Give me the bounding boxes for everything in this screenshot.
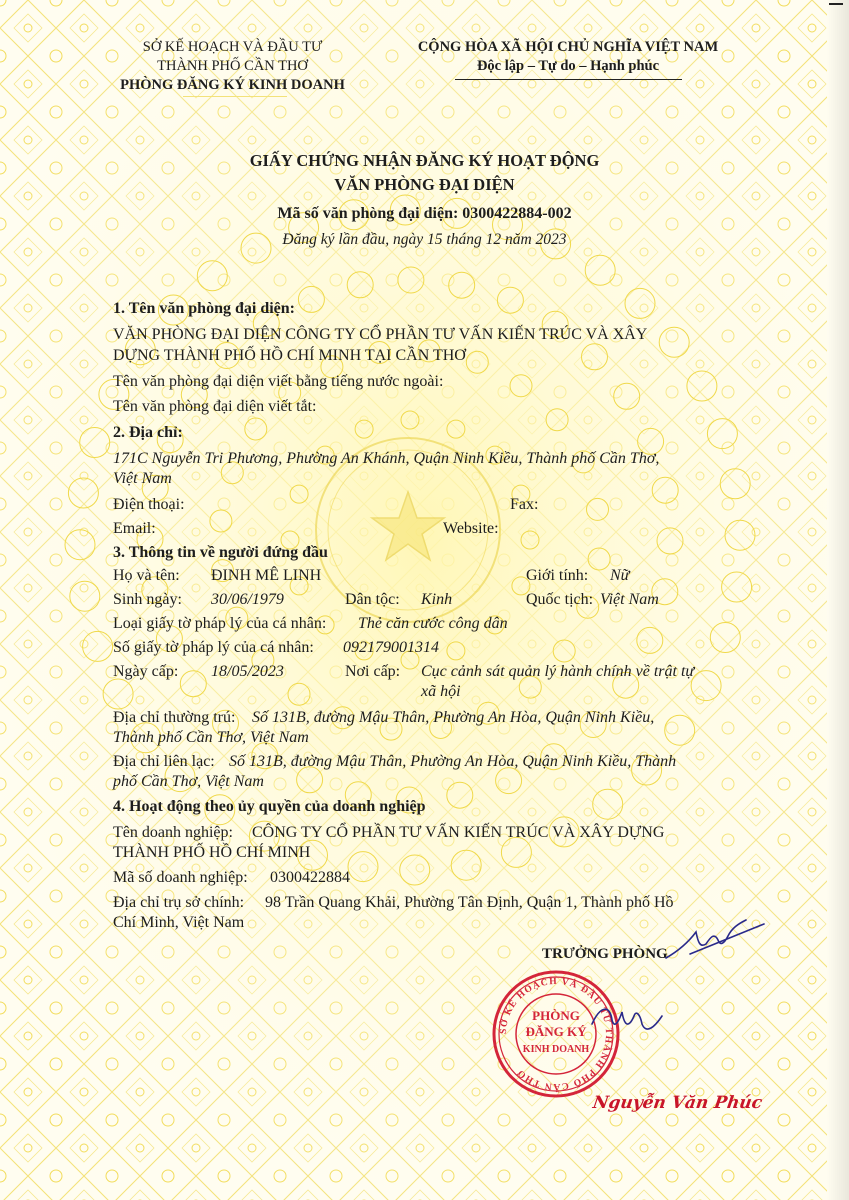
ethnic-value: Kinh [421,591,453,608]
foreign-name-label: Tên văn phòng đại diện viết bằng tiếng nước ngoài: [113,373,444,390]
document-subtitle: VĂN PHÒNG ĐẠI DIỆN [334,175,515,194]
stamp-ring-text: SỞ KẾ HOẠCH VÀ ĐẦU TƯ THÀNH PHỐ CẦN THƠ [498,976,614,1092]
headquarters-label: Địa chỉ trụ sở chính: [113,894,245,911]
dob-value: 30/06/1979 [211,591,284,608]
motto-underline [455,79,682,80]
issue-place-line1: Cục cảnh sát quản lý hành chính về trật tự [421,663,695,680]
company-name-line1: CÔNG TY CỔ PHẦN TƯ VẤN KIẾN TRÚC VÀ XÂY DỰNG [252,824,665,841]
phone-label: Điện thoại: [113,496,185,513]
office-name-line2: DỰNG THÀNH PHỐ HỒ CHÍ MINH TẠI CẦN THƠ [113,347,466,364]
issuer-city: THÀNH PHỐ CẦN THƠ [157,58,308,74]
handwritten-signature [660,910,770,970]
office-address-line2: Việt Nam [113,470,172,487]
stamp-center-line3: KINH DOANH [522,1044,590,1055]
issue-place-label: Nơi cấp: [345,663,401,680]
permanent-address-line2: Thành phố Cần Thơ, Việt Nam [113,729,309,746]
office-name-line1: VĂN PHÒNG ĐẠI DIỆN CÔNG TY CỔ PHẦN TƯ VẤN KIẾN TRÚC VÀ XÂY [113,326,648,343]
section-1-heading: 1. Tên văn phòng đại diện: [113,300,295,317]
national-name: CỘNG HÒA XÃ HỘI CHỦ NGHĨA VIỆT NAM [417,39,719,55]
gender-value: Nữ [610,567,630,584]
gender-label: Giới tính: [526,567,589,584]
website-label: Website: [443,520,499,537]
permanent-address-label: Địa chỉ thường trú: [113,709,236,726]
stamp-signature-overlay [588,994,668,1040]
section-3-heading: 3. Thông tin về người đứng đầu [113,544,328,561]
signatory-title: TRƯỞNG PHÒNG [542,946,668,962]
company-name-label: Tên doanh nghiệp: [113,824,233,841]
tax-code-value: 0300422884 [270,869,350,886]
document-title: GIẤY CHỨNG NHẬN ĐĂNG KÝ HOẠT ĐỘNG [249,151,600,170]
issuer-department: SỞ KẾ HOẠCH VÀ ĐẦU TƯ [142,39,323,55]
national-header [398,38,738,76]
signer-name: Nguyễn Văn Phúc [591,1093,764,1113]
headquarters-line1: 98 Trần Quang Khải, Phường Tân Định, Quận 1, Thành phố Hồ [265,894,674,911]
doc-number-label: Số giấy tờ pháp lý của cá nhân: [113,639,314,656]
issuer-underline [183,96,287,97]
dob-label: Sinh ngày: [113,591,182,608]
fax-label: Fax: [510,496,539,513]
registration-date: Đăng ký lần đầu, ngày 15 tháng 12 năm 2023 [282,231,567,248]
ethnic-label: Dân tộc: [345,591,400,608]
doc-number-value: 092179001314 [343,639,439,656]
issue-place-line2: xã hội [421,683,461,700]
contact-address-line2: phố Cần Thơ, Việt Nam [113,773,264,790]
national-motto: Độc lập – Tự do – Hạnh phúc [476,58,660,74]
permanent-address-line1: Số 131B, đường Mậu Thân, Phường An Hòa, Quận Ninh Kiều, [252,709,655,726]
nationality-label: Quốc tịch: [526,591,594,608]
issuer-office: PHÒNG ĐĂNG KÝ KINH DOANH [120,77,345,93]
name-label: Họ và tên: [113,567,180,584]
section-2-heading: 2. Địa chỉ: [113,424,183,441]
company-name-line2: THÀNH PHỐ HỒ CHÍ MINH [113,844,311,861]
office-code: Mã số văn phòng đại diện: 0300422884-002 [277,205,572,222]
office-address-line1: 171C Nguyễn Tri Phương, Phường An Khánh, Quận Ninh Kiều, Thành phố Cần Thơ, [113,450,660,467]
contact-address-label: Địa chỉ liên lạc: [113,753,215,770]
short-name-label: Tên văn phòng đại diện viết tắt: [113,398,317,415]
contact-address-line1: Số 131B, đường Mậu Thân, Phường An Hòa, Quận Ninh Kiều, Thành [229,753,677,770]
section-4-heading: 4. Hoạt động theo ủy quyền của doanh nghiệp [113,798,426,815]
doc-type-label: Loại giấy tờ pháp lý của cá nhân: [113,615,327,632]
issuer-header [100,38,365,95]
issue-date-label: Ngày cấp: [113,663,179,680]
doc-type-value: Thẻ căn cước công dân [358,615,508,632]
issue-date-value: 18/05/2023 [211,663,284,680]
name-value: ĐINH MÊ LINH [211,567,322,584]
headquarters-line2: Chí Minh, Việt Nam [113,914,245,931]
stamp-center-line1: PHÒNG [532,1008,580,1023]
stamp-center-line2: ĐĂNG KÝ [525,1024,587,1039]
email-label: Email: [113,520,156,537]
nationality-value: Việt Nam [600,591,659,608]
tax-code-label: Mã số doanh nghiệp: [113,869,248,886]
